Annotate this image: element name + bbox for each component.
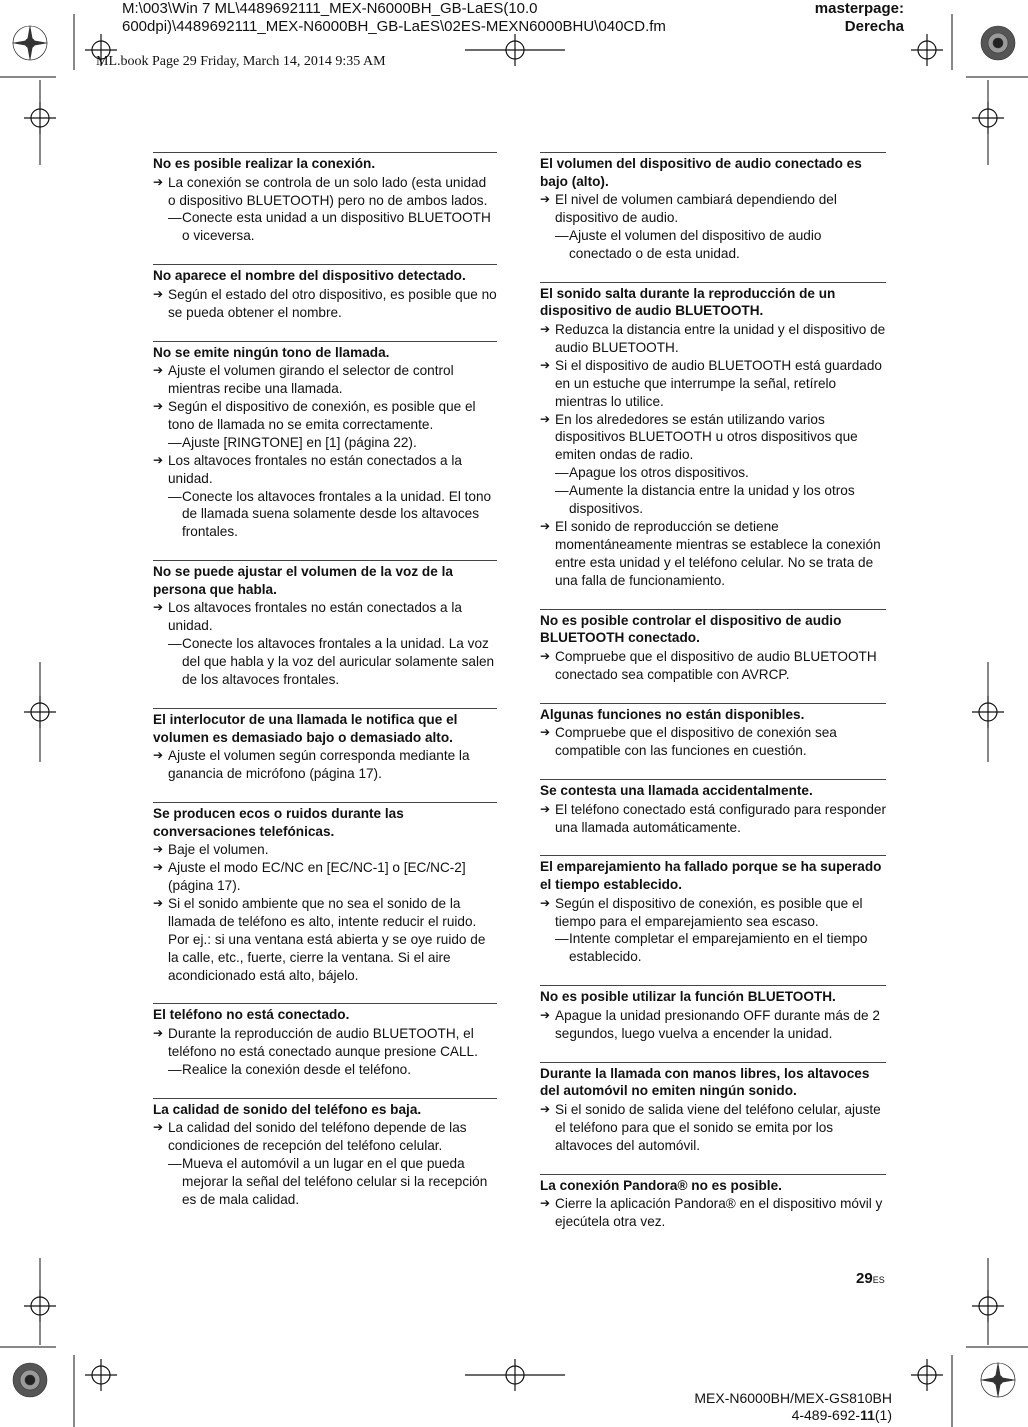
section-title: No se puede ajustar el volumen de la voz de la persona que habla. xyxy=(153,564,453,597)
sub-solution-text: Aumente la distancia entre la unidad y los otros dispositivos. xyxy=(569,483,855,517)
sub-solution xyxy=(153,488,497,542)
dash-icon: — xyxy=(555,228,569,243)
solution-text: En los alrededores se están utilizando varios dispositivos BLUETOOTH u otros dispositivos que emiten ondas de radio. xyxy=(555,411,858,463)
section-title: El volumen del dispositivo de audio conectado es bajo (alto). xyxy=(540,156,862,189)
sub-solution-text: Ajuste el volumen del dispositivo de audio conectado o de esta unidad. xyxy=(569,228,822,261)
solution-item xyxy=(540,648,886,684)
file-path-header: M:\003\Win 7 ML\4489692111_MEX-N6000BH_GB-LaES(10.0 600dpi)\4489692111_MEX-N6000BH_GB-LaES\02ES-MEXN6000BHU\040CD.fm xyxy=(122,0,666,35)
solution-item xyxy=(153,286,497,322)
solution-item xyxy=(540,191,886,227)
arrow-icon: ➔ xyxy=(153,363,164,378)
solution-item xyxy=(153,859,497,895)
arrow-icon: ➔ xyxy=(153,1026,164,1041)
troubleshooting-section xyxy=(540,282,886,590)
arrow-icon: ➔ xyxy=(153,748,164,763)
sub-solution-text: Conecte los altavoces frontales a la unidad. El tono de llamada suena solamente desde los altavoces frontales. xyxy=(182,488,492,540)
troubleshooting-section xyxy=(153,1098,497,1209)
solution-text: Si el sonido ambiente que no sea el sonido de la llamada de teléfono es alto, intente reducir el ruido. Por ej.: si una ventana está abierta y se oye ruido de la calle, etc., fuerte, cierre la ventana. Si el aire acondicionado está alto, bájelo. xyxy=(168,895,486,983)
arrow-icon: ➔ xyxy=(540,357,551,372)
troubleshooting-section xyxy=(153,264,497,321)
solution-text: Según el dispositivo de conexión, es posible que el tiempo para el emparejamiento sea escaso. xyxy=(555,895,863,929)
solution-item xyxy=(540,1101,886,1155)
section-title: La calidad de sonido del teléfono es baja. xyxy=(153,1101,422,1117)
solution-item xyxy=(540,411,886,465)
sub-solution xyxy=(153,434,497,452)
sub-solution-text: Realice la conexión desde el teléfono. xyxy=(182,1061,411,1077)
part-code-prefix: 4-489-692- xyxy=(791,1407,861,1423)
solution-item xyxy=(153,747,497,783)
section-title: La conexión Pandora® no es posible. xyxy=(540,1177,782,1193)
sub-solution xyxy=(153,635,497,689)
sub-solution-text: Conecte los altavoces frontales a la unidad. La voz del que habla y la voz del auricular solamente salen de los altavoces frontales. xyxy=(182,636,495,688)
section-title: El teléfono no está conectado. xyxy=(153,1007,350,1023)
solution-text: Según el dispositivo de conexión, es posible que el tono de llamada no se emita correctamente. xyxy=(168,399,476,432)
solution-text: Según el estado del otro dispositivo, es posible que no se pueda obtener el nombre. xyxy=(168,286,497,320)
dash-icon: — xyxy=(555,483,569,499)
section-title: Algunas funciones no están disponibles. xyxy=(540,706,805,722)
solution-item xyxy=(540,895,886,931)
sub-solution-text: Apague los otros dispositivos. xyxy=(569,465,749,481)
arrow-icon: ➔ xyxy=(540,725,551,740)
solution-text: La calidad del sonido del teléfono depende de las condiciones de recepción del teléfono celular. xyxy=(168,1120,467,1154)
solution-text: Baje el volumen. xyxy=(168,842,269,858)
section-title: No es posible realizar la conexión. xyxy=(153,156,376,171)
part-code-revision: 11 xyxy=(860,1407,875,1423)
section-title: No es posible controlar el dispositivo de audio BLUETOOTH conectado. xyxy=(540,612,842,646)
arrow-icon: ➔ xyxy=(153,600,164,615)
solution-item xyxy=(153,174,497,210)
solution-text: Si el sonido de salida viene del teléfono celular, ajuste el teléfono para que el sonido se emita por los altavoces del automóvil. xyxy=(555,1101,881,1153)
sub-solution xyxy=(540,930,886,966)
dash-icon: — xyxy=(168,434,182,450)
arrow-icon: ➔ xyxy=(540,518,551,533)
model-number: MEX-N6000BH/MEX-GS810BH xyxy=(694,1390,892,1406)
part-code-suffix: (1) xyxy=(874,1407,892,1423)
arrow-icon: ➔ xyxy=(540,801,551,816)
page-number xyxy=(856,1270,885,1287)
solution-text: El sonido de reproducción se detiene momentáneamente mientras se establece la conexión entre esta unidad y el teléfono celular. No se trata de una falla de funcionamiento. xyxy=(555,518,881,588)
solution-item xyxy=(540,724,886,760)
troubleshooting-section xyxy=(540,1174,886,1231)
solution-text: Apague la unidad presionando OFF durante más de 2 segundos, luego vuelva a encender la unidad. xyxy=(555,1007,880,1041)
sub-solution-text: Intente completar el emparejamiento en el tiempo establecido. xyxy=(569,931,868,965)
arrow-icon: ➔ xyxy=(540,192,551,207)
solution-item xyxy=(153,1025,497,1061)
troubleshooting-section xyxy=(153,708,497,783)
sub-solution xyxy=(153,1155,497,1209)
sub-solution xyxy=(540,227,886,263)
solution-item xyxy=(153,1119,497,1155)
right-column xyxy=(540,152,886,1250)
section-title: El sonido salta durante la reproducción de un dispositivo de audio BLUETOOTH. xyxy=(540,285,836,319)
arrow-icon: ➔ xyxy=(540,1101,551,1116)
dash-icon: — xyxy=(168,1061,182,1077)
sub-solution xyxy=(540,482,886,518)
solution-item xyxy=(540,518,886,590)
troubleshooting-section xyxy=(540,152,886,263)
solution-item xyxy=(540,357,886,411)
section-title: Se contesta una llamada accidentalmente. xyxy=(540,783,813,798)
section-title: Durante la llamada con manos libres, los altavoces del automóvil no emiten ningún sonido. xyxy=(540,1065,870,1099)
arrow-icon: ➔ xyxy=(153,842,164,857)
troubleshooting-section xyxy=(540,855,886,966)
arrow-icon: ➔ xyxy=(153,174,164,189)
footer-model-info xyxy=(640,1390,892,1424)
solution-text: Ajuste el volumen según corresponda mediante la ganancia de micrófono (página 17). xyxy=(168,748,470,782)
arrow-icon: ➔ xyxy=(153,1120,164,1135)
troubleshooting-section xyxy=(540,609,886,684)
section-title: El emparejamiento ha fallado porque se ha superado el tiempo establecido. xyxy=(540,859,882,892)
dash-icon: — xyxy=(168,636,182,652)
solution-text: Los altavoces frontales no están conectados a la unidad. xyxy=(168,600,462,634)
solution-text: El teléfono conectado está configurado para responder una llamada automáticamente. xyxy=(555,801,887,835)
arrow-icon: ➔ xyxy=(540,895,551,910)
solution-item xyxy=(540,1195,886,1231)
troubleshooting-section xyxy=(540,779,886,836)
solution-text: La conexión se controla de un solo lado (esta unidad o dispositivo BLUETOOTH) pero no de ambos lados. xyxy=(168,174,488,208)
troubleshooting-section xyxy=(540,1062,886,1155)
solution-item xyxy=(153,362,497,398)
arrow-icon: ➔ xyxy=(153,452,164,467)
solution-item xyxy=(540,1007,886,1043)
troubleshooting-section xyxy=(153,341,497,542)
page-language: ES xyxy=(872,1275,885,1285)
arrow-icon: ➔ xyxy=(153,860,164,875)
sub-solution-text: Conecte esta unidad a un dispositivo BLUETOOTH o viceversa. xyxy=(182,210,491,244)
dash-icon: — xyxy=(168,488,182,504)
sub-solution xyxy=(540,464,886,482)
section-title: Se producen ecos o ruidos durante las conversaciones telefónicas. xyxy=(153,806,404,839)
masterpage-label: masterpage: Derecha xyxy=(814,0,904,35)
troubleshooting-section xyxy=(153,152,497,245)
troubleshooting-section xyxy=(540,703,886,760)
solution-item xyxy=(153,452,497,488)
solution-item xyxy=(540,801,886,837)
solution-text: Si el dispositivo de audio BLUETOOTH está guardado en un estuche que interrumpe la señal, retírelo mientras lo utilice. xyxy=(555,357,882,409)
section-title: No se emite ningún tono de llamada. xyxy=(153,344,390,360)
troubleshooting-section xyxy=(153,802,497,984)
solution-item xyxy=(153,398,497,434)
section-title: No es posible utilizar la función BLUETOOTH. xyxy=(540,989,836,1005)
arrow-icon: ➔ xyxy=(540,648,551,663)
solution-text: Cierre la aplicación Pandora® en el dispositivo móvil y ejecútela otra vez. xyxy=(555,1196,883,1230)
arrow-icon: ➔ xyxy=(540,411,551,426)
arrow-icon: ➔ xyxy=(540,322,551,336)
solution-item xyxy=(153,895,497,985)
part-code xyxy=(640,1407,892,1424)
left-column xyxy=(153,152,497,1228)
sub-solution-text: Ajuste [RINGTONE] en [1] (página 22). xyxy=(182,434,417,450)
solution-text: Ajuste el modo EC/NC en [EC/NC-1] o [EC/NC-2] (página 17). xyxy=(168,860,466,893)
sub-solution xyxy=(153,209,497,245)
section-title: No aparece el nombre del dispositivo detectado. xyxy=(153,268,466,284)
dash-icon: — xyxy=(168,1156,182,1172)
page-number-value: 29 xyxy=(856,1270,873,1287)
arrow-icon: ➔ xyxy=(540,1196,551,1211)
solution-text: Reduzca la distancia entre la unidad y el dispositivo de audio BLUETOOTH. xyxy=(555,322,886,355)
solution-text: Compruebe que el dispositivo de audio BLUETOOTH conectado sea compatible con AVRCP. xyxy=(555,648,877,682)
arrow-icon: ➔ xyxy=(153,895,164,910)
sub-solution xyxy=(153,1061,497,1079)
solution-item xyxy=(540,321,886,357)
solution-text: Durante la reproducción de audio BLUETOOTH, el teléfono no está conectado aunque presione CALL. xyxy=(168,1026,478,1059)
solution-item xyxy=(153,599,497,635)
section-title: El interlocutor de una llamada le notifica que el volumen es demasiado bajo o demasiado alto. xyxy=(153,712,458,745)
troubleshooting-section xyxy=(540,985,886,1042)
book-stamp: ML.book Page 29 Friday, March 14, 2014 9:35 AM xyxy=(96,54,386,69)
sub-solution-text: Mueva el automóvil a un lugar en el que pueda mejorar la señal del teléfono celular si la recepción es de mala calidad. xyxy=(182,1156,488,1207)
dash-icon: — xyxy=(555,931,569,947)
solution-text: Ajuste el volumen girando el selector de control mientras recibe una llamada. xyxy=(168,363,454,397)
arrow-icon: ➔ xyxy=(153,286,164,301)
dash-icon: — xyxy=(168,210,182,226)
arrow-icon: ➔ xyxy=(153,399,164,414)
solution-text: Los altavoces frontales no están conectados a la unidad. xyxy=(168,452,462,486)
solution-text: Compruebe que el dispositivo de conexión sea compatible con las funciones en cuestión. xyxy=(555,725,837,759)
troubleshooting-section xyxy=(153,560,497,689)
solution-item xyxy=(153,841,497,859)
troubleshooting-section xyxy=(153,1003,497,1078)
arrow-icon: ➔ xyxy=(540,1007,551,1022)
dash-icon: — xyxy=(555,465,569,481)
solution-text: El nivel de volumen cambiará dependiendo del dispositivo de audio. xyxy=(555,192,837,226)
